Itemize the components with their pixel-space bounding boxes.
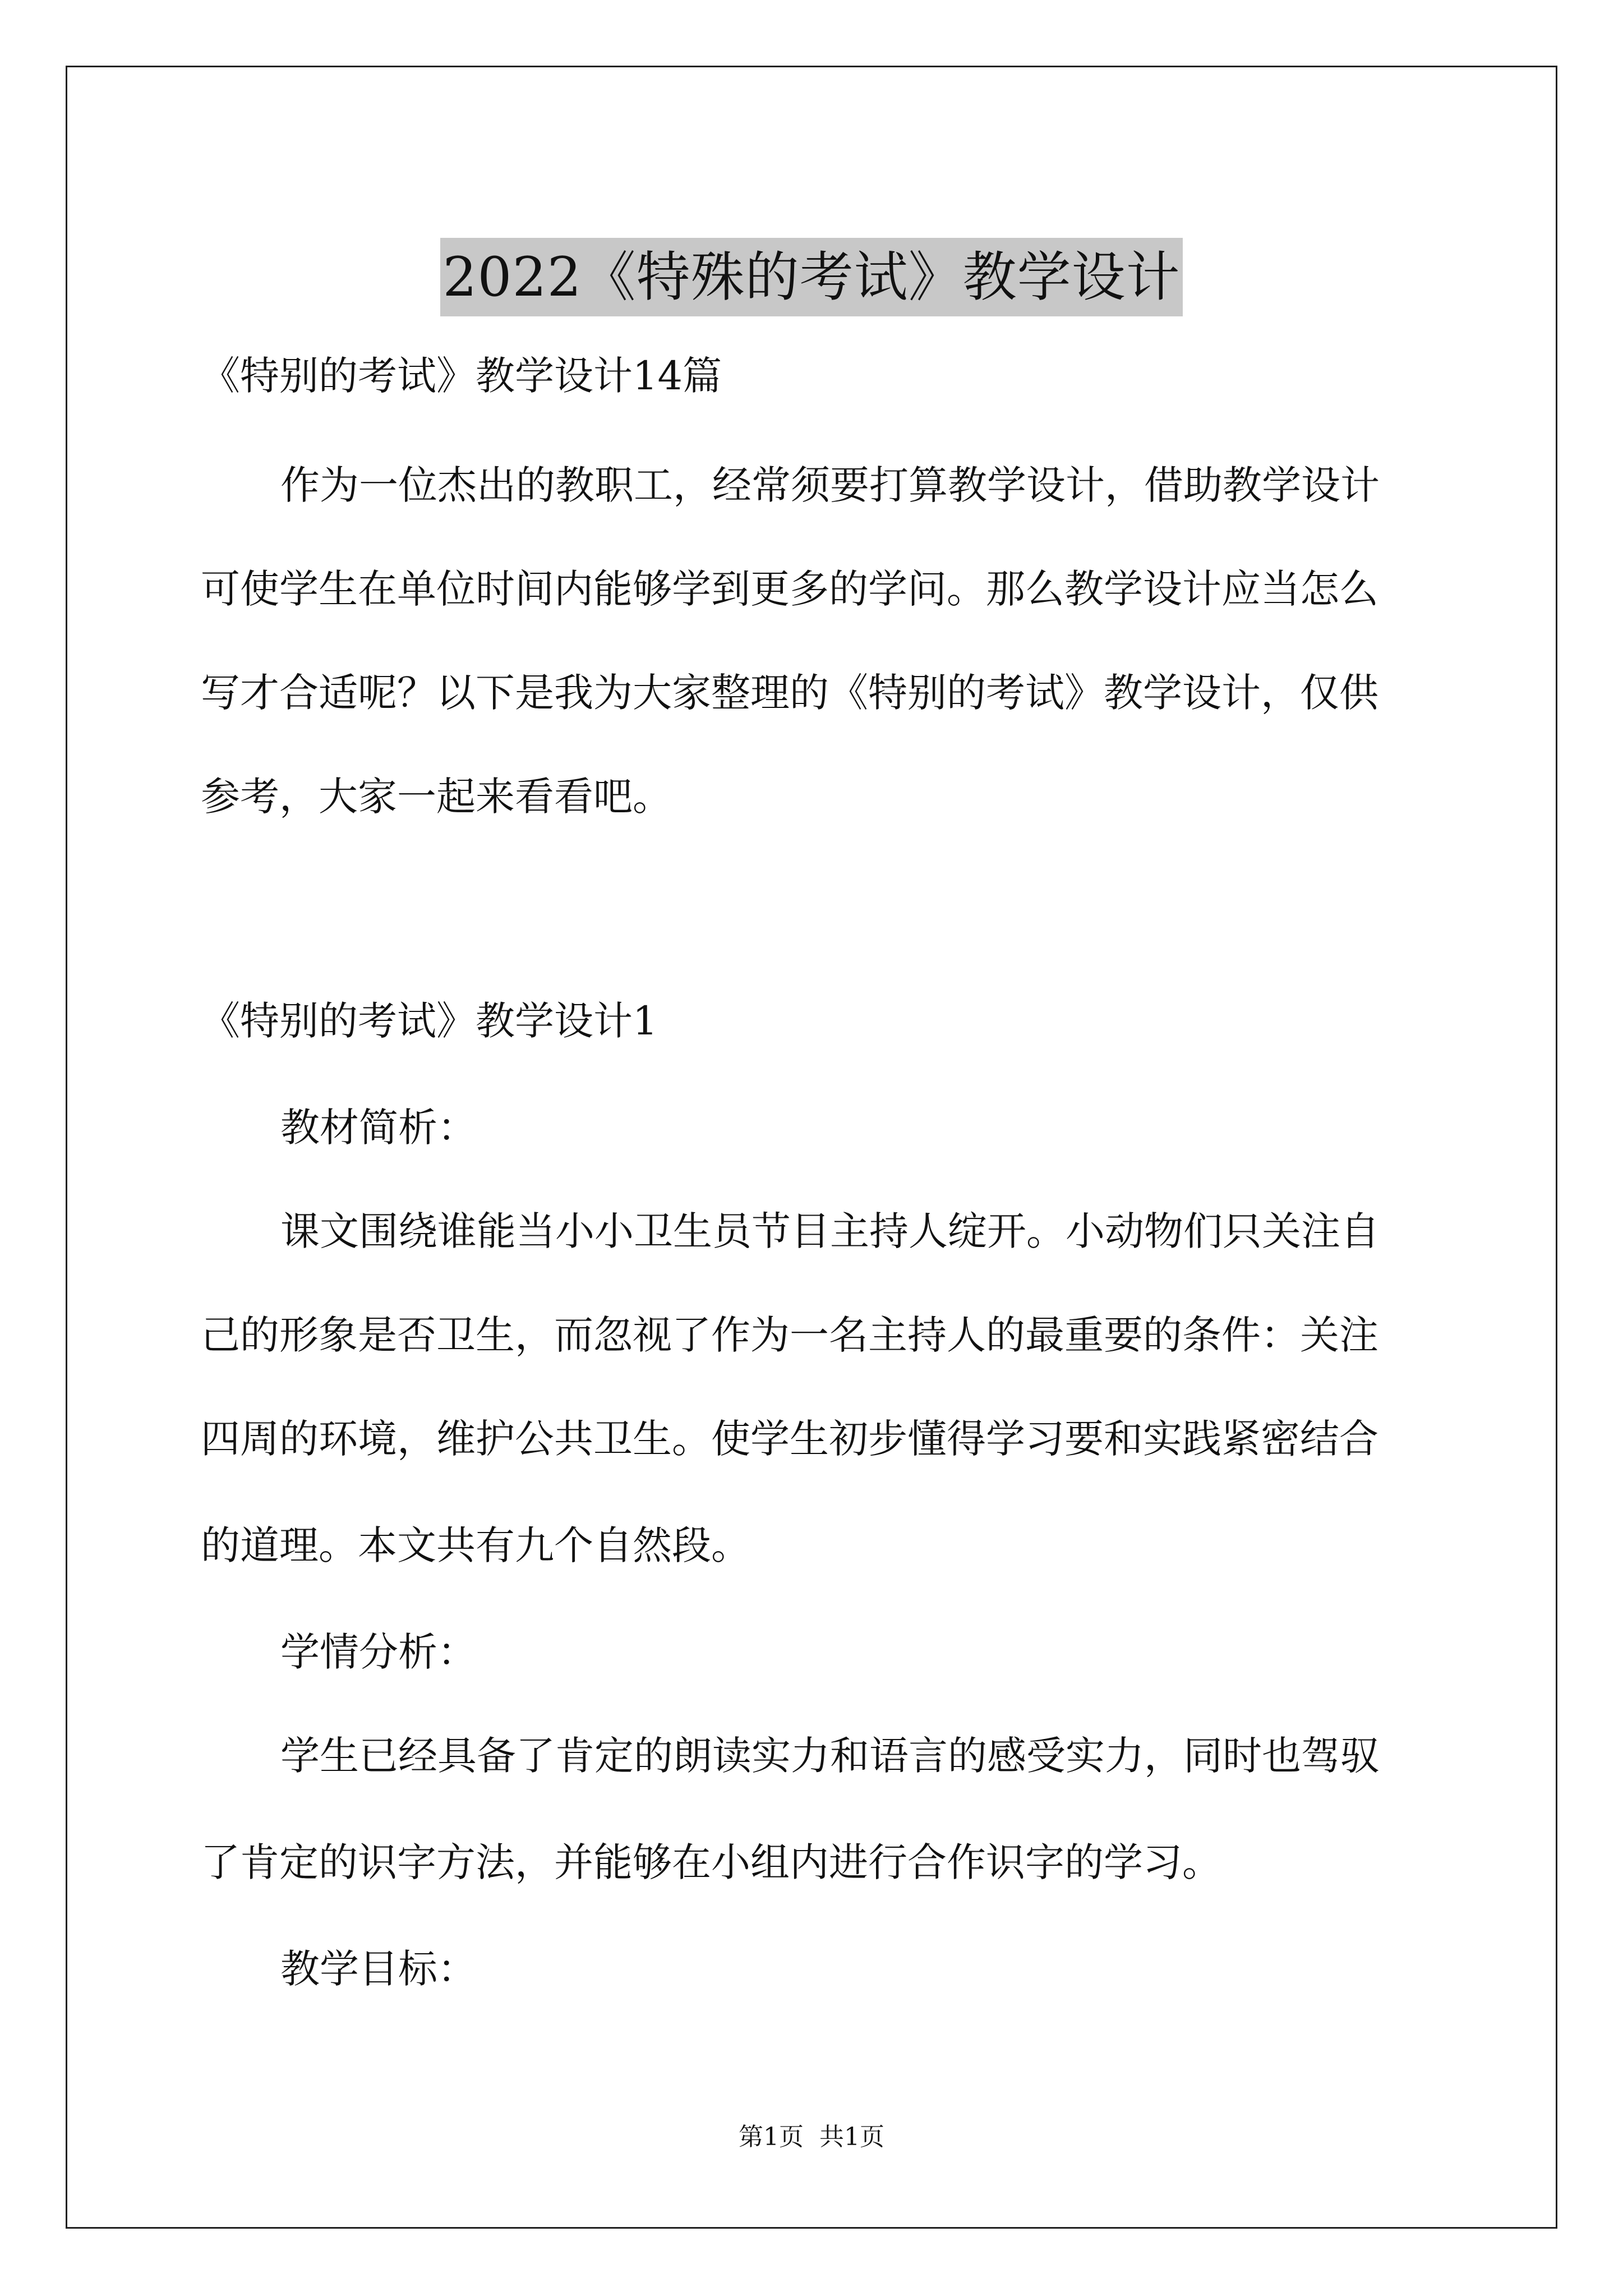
student-line: 了肯定的识字方法，并能够在小组内进行合作识字的学习。 <box>201 1839 1221 1885</box>
document-title: 2022《特殊的考试》教学设计 <box>440 238 1182 316</box>
page-total: 共1页 <box>819 2123 884 2151</box>
title-container <box>0 202 1623 353</box>
textbook-line: 四周的环境，维护公共卫生。使学生初步懂得学习要和实践紧密结合 <box>201 1416 1378 1462</box>
textbook-line: 的道理。本文共有九个自然段。 <box>201 1522 750 1568</box>
textbook-line: 己的形象是否卫生，而忽视了作为一名主持人的最重要的条件：关注 <box>201 1312 1378 1358</box>
document-subtitle: 《特别的考试》教学设计14篇 <box>201 353 722 399</box>
textbook-heading: 教材简析： <box>280 1105 477 1151</box>
page-footer <box>0 2120 1623 2154</box>
intro-line: 作为一位杰出的教职工，经常须要打算教学设计，借助教学设计 <box>280 462 1380 508</box>
student-line: 学生已经具备了肯定的朗读实力和语言的感受实力，同时也驾驭 <box>280 1733 1380 1779</box>
intro-line: 参考，大家一起来看看吧。 <box>201 774 672 820</box>
student-heading: 学情分析： <box>280 1629 477 1675</box>
section-heading: 《特别的考试》教学设计1 <box>201 998 658 1044</box>
goals-heading: 教学目标： <box>280 1946 477 1992</box>
page-number: 第1页 <box>739 2123 804 2151</box>
textbook-line: 课文围绕谁能当小小卫生员节目主持人绽开。小动物们只关注自 <box>280 1208 1380 1254</box>
intro-line: 可使学生在单位时间内能够学到更多的学问。那么教学设计应当怎么 <box>201 566 1378 612</box>
intro-line: 写才合适呢？以下是我为大家整理的《特别的考试》教学设计，仅供 <box>201 670 1378 716</box>
